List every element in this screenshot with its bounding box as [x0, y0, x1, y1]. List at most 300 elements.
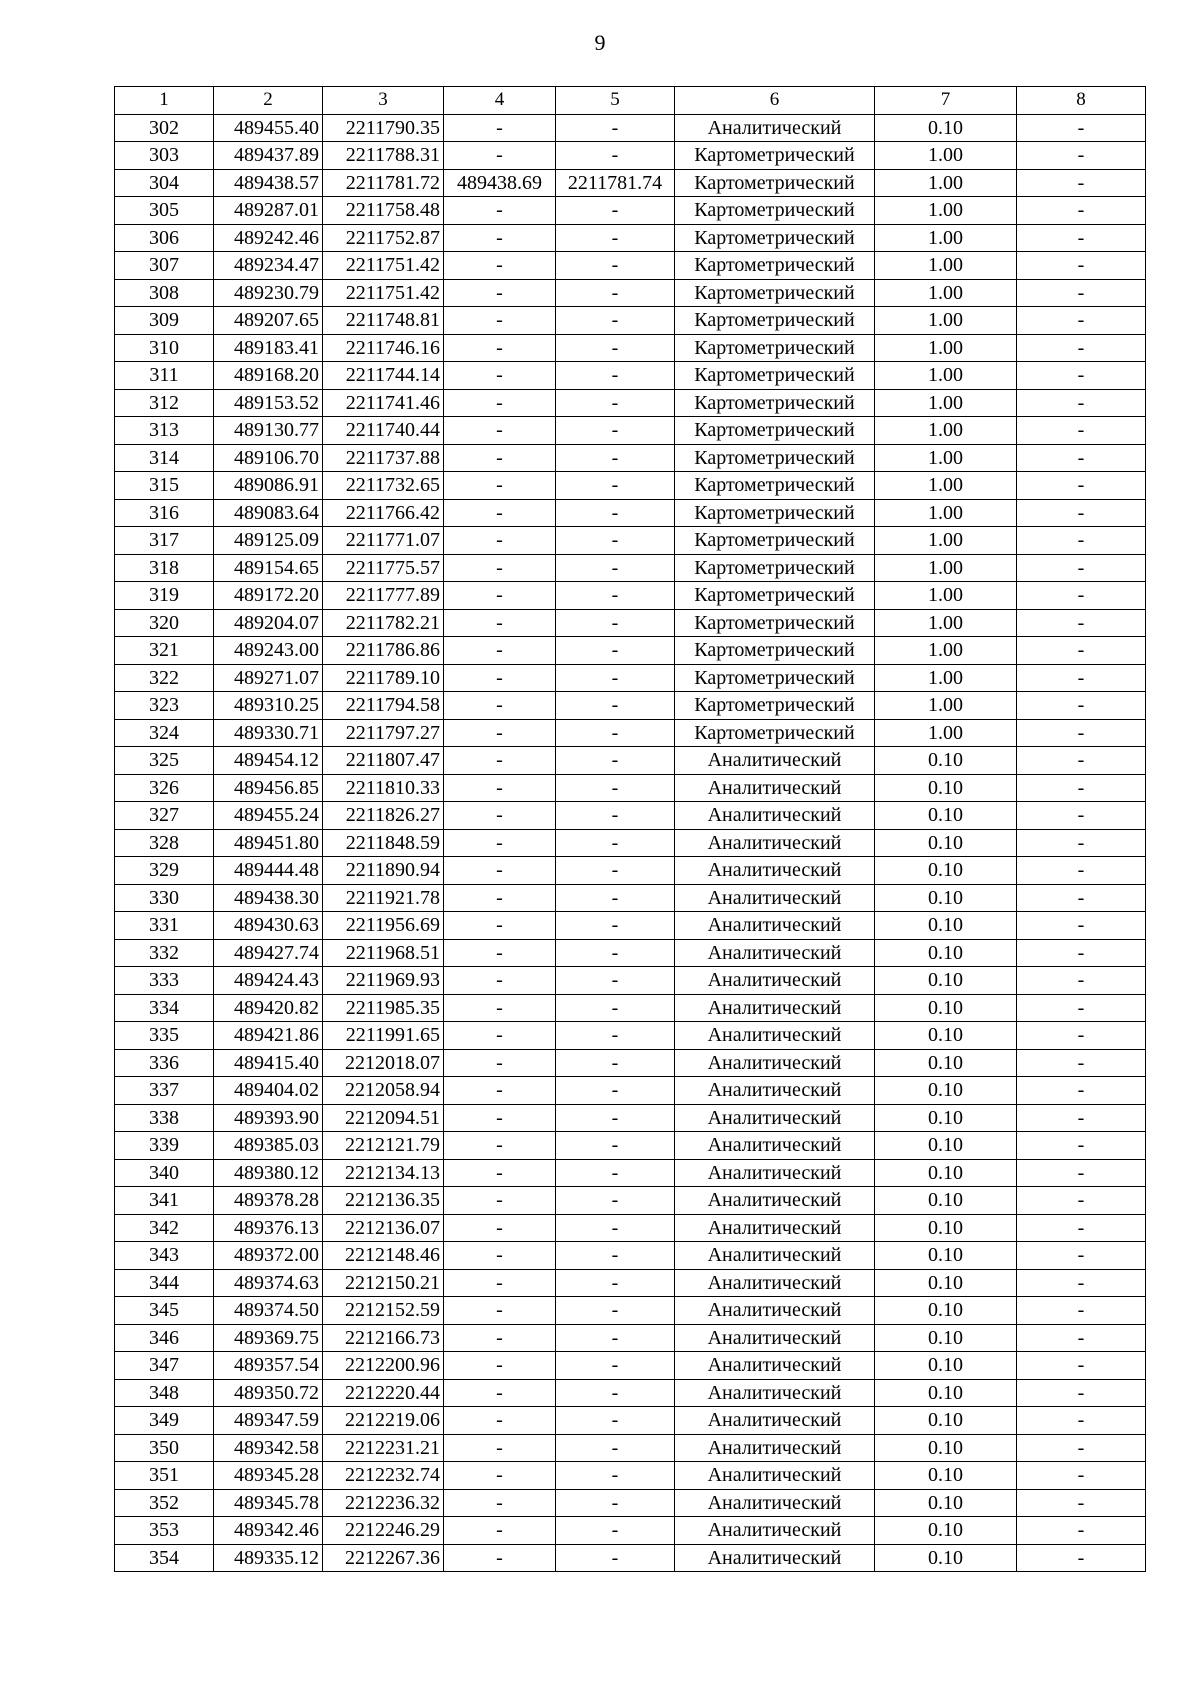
table-cell: 325 [115, 747, 214, 775]
table-cell: Картометрический [675, 609, 875, 637]
table-cell: Аналитический [675, 1462, 875, 1490]
table-cell: 489455.40 [214, 114, 323, 142]
table-cell: 489125.09 [214, 527, 323, 555]
table-row [115, 857, 1146, 885]
table-cell: 310 [115, 334, 214, 362]
table-cell: - [444, 252, 556, 280]
table-cell: - [1017, 472, 1146, 500]
table-cell: - [556, 1379, 675, 1407]
table-cell: 335 [115, 1022, 214, 1050]
table-row [115, 719, 1146, 747]
table-cell: 1.00 [875, 472, 1017, 500]
table-cell: - [1017, 1242, 1146, 1270]
table-cell: - [556, 1462, 675, 1490]
table-cell: - [556, 444, 675, 472]
table-cell: 2211732.65 [323, 472, 444, 500]
table-cell: - [556, 967, 675, 995]
table-cell: Аналитический [675, 1187, 875, 1215]
table-cell: 340 [115, 1159, 214, 1187]
table-cell: 0.10 [875, 114, 1017, 142]
table-cell: 0.10 [875, 1214, 1017, 1242]
table-cell: Аналитический [675, 939, 875, 967]
table-cell: 489342.46 [214, 1517, 323, 1545]
table-cell: - [444, 527, 556, 555]
table-cell: - [1017, 1132, 1146, 1160]
table-cell: 306 [115, 224, 214, 252]
table-cell: 337 [115, 1077, 214, 1105]
table-cell: Аналитический [675, 1379, 875, 1407]
table-cell: - [444, 1352, 556, 1380]
table-cell: - [444, 1462, 556, 1490]
table-cell: 2212220.44 [323, 1379, 444, 1407]
table-cell: 332 [115, 939, 214, 967]
table-cell: 2212219.06 [323, 1407, 444, 1435]
table-cell: 329 [115, 857, 214, 885]
table-cell: 346 [115, 1324, 214, 1352]
table-cell: 489393.90 [214, 1104, 323, 1132]
table-row [115, 664, 1146, 692]
table-row [115, 307, 1146, 335]
table-cell: 489271.07 [214, 664, 323, 692]
table-row [115, 224, 1146, 252]
table-cell: - [444, 554, 556, 582]
table-row [115, 1242, 1146, 1270]
table-cell: 489342.58 [214, 1434, 323, 1462]
table-cell: - [444, 609, 556, 637]
table-cell: 342 [115, 1214, 214, 1242]
table-cell: Картометрический [675, 417, 875, 445]
table-cell: - [444, 1434, 556, 1462]
table-cell: Аналитический [675, 1159, 875, 1187]
table-cell: 1.00 [875, 417, 1017, 445]
table-cell: 1.00 [875, 692, 1017, 720]
table-cell: 1.00 [875, 444, 1017, 472]
table-cell: 2212152.59 [323, 1297, 444, 1325]
table-cell: 489374.50 [214, 1297, 323, 1325]
table-cell: 1.00 [875, 224, 1017, 252]
table-cell: 489154.65 [214, 554, 323, 582]
table-cell: - [556, 857, 675, 885]
table-cell: - [444, 499, 556, 527]
table-row [115, 637, 1146, 665]
table-cell: 489420.82 [214, 994, 323, 1022]
table-cell: - [556, 334, 675, 362]
table-cell: 2211794.58 [323, 692, 444, 720]
table-cell: - [556, 1434, 675, 1462]
table-cell: - [1017, 389, 1146, 417]
table-cell: - [556, 279, 675, 307]
table-cell: 489380.12 [214, 1159, 323, 1187]
table-cell: - [1017, 939, 1146, 967]
table-cell: 0.10 [875, 1379, 1017, 1407]
table-cell: - [444, 389, 556, 417]
table-row [115, 1187, 1146, 1215]
table-cell: 489438.69 [444, 169, 556, 197]
table-cell: - [444, 1022, 556, 1050]
table-cell: - [444, 197, 556, 225]
table-cell: 2211777.89 [323, 582, 444, 610]
table-cell: - [1017, 252, 1146, 280]
table-cell: - [556, 1489, 675, 1517]
table-cell: - [444, 1049, 556, 1077]
table-cell: - [444, 472, 556, 500]
table-cell: - [556, 747, 675, 775]
table-cell: 2212236.32 [323, 1489, 444, 1517]
table-cell: - [556, 1159, 675, 1187]
table-cell: 328 [115, 829, 214, 857]
table-cell: 489345.78 [214, 1489, 323, 1517]
table-cell: 1.00 [875, 362, 1017, 390]
table-cell: 489204.07 [214, 609, 323, 637]
table-cell: - [556, 912, 675, 940]
table-cell: - [444, 884, 556, 912]
table-cell: 489086.91 [214, 472, 323, 500]
table-cell: 489376.13 [214, 1214, 323, 1242]
table-cell: - [556, 1077, 675, 1105]
table-cell: Картометрический [675, 307, 875, 335]
column-header: 1 [115, 87, 214, 115]
table-cell: 489444.48 [214, 857, 323, 885]
table-cell: - [1017, 994, 1146, 1022]
table-cell: - [556, 719, 675, 747]
table-cell: 489454.12 [214, 747, 323, 775]
table-cell: 318 [115, 554, 214, 582]
table-cell: 0.10 [875, 1324, 1017, 1352]
table-cell: 2211968.51 [323, 939, 444, 967]
table-cell: - [1017, 664, 1146, 692]
table-cell: 489106.70 [214, 444, 323, 472]
table-cell: 489310.25 [214, 692, 323, 720]
table-row [115, 1077, 1146, 1105]
table-cell: - [556, 1187, 675, 1215]
table-cell: - [444, 637, 556, 665]
table-cell: 2212134.13 [323, 1159, 444, 1187]
table-cell: Картометрический [675, 719, 875, 747]
table-cell: - [1017, 1489, 1146, 1517]
column-header: 4 [444, 87, 556, 115]
table-cell: 0.10 [875, 1517, 1017, 1545]
table-cell: - [444, 774, 556, 802]
table-cell: - [1017, 1214, 1146, 1242]
table-cell: 2212094.51 [323, 1104, 444, 1132]
table-cell: 489153.52 [214, 389, 323, 417]
table-row [115, 1352, 1146, 1380]
table-cell: 333 [115, 967, 214, 995]
table-cell: 489183.41 [214, 334, 323, 362]
table-row [115, 774, 1146, 802]
table-cell: 320 [115, 609, 214, 637]
table-cell: Картометрический [675, 582, 875, 610]
table-cell: Картометрический [675, 527, 875, 555]
table-cell: 326 [115, 774, 214, 802]
table-cell: - [1017, 1434, 1146, 1462]
table-cell: - [1017, 1297, 1146, 1325]
table-cell: 1.00 [875, 142, 1017, 170]
table-cell: 2211775.57 [323, 554, 444, 582]
table-cell: 489172.20 [214, 582, 323, 610]
table-row [115, 142, 1146, 170]
table-cell: 2212058.94 [323, 1077, 444, 1105]
table-cell: - [1017, 802, 1146, 830]
table-cell: 489357.54 [214, 1352, 323, 1380]
table-cell: 489451.80 [214, 829, 323, 857]
table-cell: - [444, 417, 556, 445]
table-cell: 0.10 [875, 1049, 1017, 1077]
table-cell: - [1017, 224, 1146, 252]
table-cell: 489455.24 [214, 802, 323, 830]
table-cell: - [556, 1132, 675, 1160]
table-cell: - [1017, 609, 1146, 637]
table-cell: 339 [115, 1132, 214, 1160]
table-cell: 0.10 [875, 857, 1017, 885]
table-cell: Картометрический [675, 692, 875, 720]
table-cell: - [556, 417, 675, 445]
table-cell: - [444, 334, 556, 362]
table-cell: 303 [115, 142, 214, 170]
table-cell: - [444, 444, 556, 472]
column-header: 7 [875, 87, 1017, 115]
table-cell: Аналитический [675, 967, 875, 995]
table-cell: - [1017, 1049, 1146, 1077]
table-cell: - [444, 1324, 556, 1352]
table-cell: 1.00 [875, 252, 1017, 280]
table-cell: - [556, 1297, 675, 1325]
table-cell: - [444, 912, 556, 940]
table-cell: - [1017, 527, 1146, 555]
table-cell: - [556, 1544, 675, 1572]
table-cell: 0.10 [875, 912, 1017, 940]
table-row [115, 1462, 1146, 1490]
table-cell: - [444, 1517, 556, 1545]
table-cell: - [1017, 1324, 1146, 1352]
table-row [115, 1297, 1146, 1325]
table-cell: 0.10 [875, 1297, 1017, 1325]
table-cell: - [444, 802, 556, 830]
table-cell: - [556, 692, 675, 720]
coordinates-table [114, 86, 1146, 1572]
table-cell: Аналитический [675, 1324, 875, 1352]
table-row [115, 1544, 1146, 1572]
table-cell: 0.10 [875, 1132, 1017, 1160]
table-cell: - [556, 499, 675, 527]
table-cell: - [556, 224, 675, 252]
table-cell: 1.00 [875, 719, 1017, 747]
table-cell: - [444, 1242, 556, 1270]
table-cell: 2211781.72 [323, 169, 444, 197]
table-cell: 2212232.74 [323, 1462, 444, 1490]
table-cell: - [1017, 829, 1146, 857]
table-cell: 327 [115, 802, 214, 830]
table-cell: 2211890.94 [323, 857, 444, 885]
table-cell: Картометрический [675, 279, 875, 307]
table-cell: 307 [115, 252, 214, 280]
table-cell: - [1017, 1077, 1146, 1105]
table-row [115, 1214, 1146, 1242]
table-cell: - [1017, 1269, 1146, 1297]
table-row [115, 252, 1146, 280]
table-row [115, 747, 1146, 775]
table-cell: Аналитический [675, 1269, 875, 1297]
table-cell: 2211789.10 [323, 664, 444, 692]
table-cell: - [1017, 1022, 1146, 1050]
table-cell: - [444, 1407, 556, 1435]
table-cell: 2211969.93 [323, 967, 444, 995]
table-cell: 0.10 [875, 994, 1017, 1022]
table-cell: 322 [115, 664, 214, 692]
table-cell: 0.10 [875, 967, 1017, 995]
table-cell: - [556, 1049, 675, 1077]
table-cell: - [1017, 554, 1146, 582]
table-row [115, 829, 1146, 857]
table-cell: 0.10 [875, 1352, 1017, 1380]
table-cell: 1.00 [875, 279, 1017, 307]
table-cell: 0.10 [875, 1104, 1017, 1132]
table-cell: 319 [115, 582, 214, 610]
table-cell: - [556, 1517, 675, 1545]
page-number: 9 [594, 30, 606, 55]
table-cell: 489372.00 [214, 1242, 323, 1270]
table-cell: - [1017, 1187, 1146, 1215]
table-cell: 2211741.46 [323, 389, 444, 417]
table-cell: - [1017, 857, 1146, 885]
table-cell: 0.10 [875, 747, 1017, 775]
table-cell: Картометрический [675, 472, 875, 500]
table-row [115, 527, 1146, 555]
table-row [115, 1434, 1146, 1462]
table-cell: 2211740.44 [323, 417, 444, 445]
table-cell: Аналитический [675, 1489, 875, 1517]
table-cell: 304 [115, 169, 214, 197]
table-cell: Картометрический [675, 389, 875, 417]
table-cell: 489287.01 [214, 197, 323, 225]
table-row [115, 444, 1146, 472]
table-cell: 353 [115, 1517, 214, 1545]
table-cell: - [1017, 1159, 1146, 1187]
table-cell: 0.10 [875, 1269, 1017, 1297]
table-cell: 2211788.31 [323, 142, 444, 170]
table-cell: - [1017, 884, 1146, 912]
table-cell: 2211790.35 [323, 114, 444, 142]
table-cell: Картометрический [675, 444, 875, 472]
table-cell: 2211786.86 [323, 637, 444, 665]
table-cell: - [444, 1159, 556, 1187]
table-cell: 489369.75 [214, 1324, 323, 1352]
table-cell: 489456.85 [214, 774, 323, 802]
table-cell: - [444, 307, 556, 335]
table-cell: 489243.00 [214, 637, 323, 665]
table-cell: - [444, 747, 556, 775]
table-row [115, 499, 1146, 527]
table-cell: 2212150.21 [323, 1269, 444, 1297]
column-header: 8 [1017, 87, 1146, 115]
table-cell: 0.10 [875, 1187, 1017, 1215]
table-cell: 1.00 [875, 169, 1017, 197]
table-cell: - [444, 857, 556, 885]
table-row [115, 1132, 1146, 1160]
table-cell: 489345.28 [214, 1462, 323, 1490]
table-cell: - [556, 884, 675, 912]
table-row [115, 389, 1146, 417]
column-header: 5 [556, 87, 675, 115]
table-cell: - [1017, 417, 1146, 445]
table-cell: - [1017, 747, 1146, 775]
table-cell: 330 [115, 884, 214, 912]
table-cell: 348 [115, 1379, 214, 1407]
table-cell: 489234.47 [214, 252, 323, 280]
table-cell: 344 [115, 1269, 214, 1297]
table-cell: - [556, 1242, 675, 1270]
table-cell: - [556, 994, 675, 1022]
table-cell: 489424.43 [214, 967, 323, 995]
table-cell: 2211746.16 [323, 334, 444, 362]
table-cell: 313 [115, 417, 214, 445]
table-cell: 305 [115, 197, 214, 225]
table-cell: Аналитический [675, 829, 875, 857]
table-cell: 489438.57 [214, 169, 323, 197]
table-cell: 347 [115, 1352, 214, 1380]
table-row [115, 169, 1146, 197]
table-cell: 2211737.88 [323, 444, 444, 472]
table-cell: 1.00 [875, 307, 1017, 335]
table-cell: 1.00 [875, 389, 1017, 417]
table-cell: 309 [115, 307, 214, 335]
table-header-row [115, 87, 1146, 115]
table-cell: 0.10 [875, 1544, 1017, 1572]
table-cell: Аналитический [675, 747, 875, 775]
table-cell: 489438.30 [214, 884, 323, 912]
table-cell: 0.10 [875, 774, 1017, 802]
table-cell: 2211782.21 [323, 609, 444, 637]
table-cell: - [444, 664, 556, 692]
table-cell: - [1017, 169, 1146, 197]
table-cell: - [1017, 1462, 1146, 1490]
table-cell: - [444, 829, 556, 857]
table-row [115, 554, 1146, 582]
table-cell: Аналитический [675, 1214, 875, 1242]
table-cell: 0.10 [875, 1159, 1017, 1187]
table-cell: 338 [115, 1104, 214, 1132]
table-cell: 1.00 [875, 334, 1017, 362]
table-row [115, 1159, 1146, 1187]
table-row [115, 334, 1146, 362]
table-cell: 489207.65 [214, 307, 323, 335]
table-cell: 1.00 [875, 499, 1017, 527]
table-cell: 2212136.35 [323, 1187, 444, 1215]
table-cell: 351 [115, 1462, 214, 1490]
table-cell: - [556, 1022, 675, 1050]
table-cell: 489437.89 [214, 142, 323, 170]
table-row [115, 1324, 1146, 1352]
table-cell: 2211758.48 [323, 197, 444, 225]
column-header: 2 [214, 87, 323, 115]
table-cell: 354 [115, 1544, 214, 1572]
table-cell: 2211956.69 [323, 912, 444, 940]
table-cell: - [1017, 1104, 1146, 1132]
table-cell: Картометрический [675, 554, 875, 582]
table-cell: 2211781.74 [556, 169, 675, 197]
table-cell: Картометрический [675, 224, 875, 252]
table-cell: - [556, 114, 675, 142]
table-cell: 2211751.42 [323, 279, 444, 307]
table-cell: Аналитический [675, 1297, 875, 1325]
table-cell: Аналитический [675, 1352, 875, 1380]
table-cell: 2212200.96 [323, 1352, 444, 1380]
table-cell: - [556, 609, 675, 637]
table-cell: - [444, 994, 556, 1022]
table-cell: - [444, 1489, 556, 1517]
table-cell: - [1017, 114, 1146, 142]
table-cell: - [556, 142, 675, 170]
